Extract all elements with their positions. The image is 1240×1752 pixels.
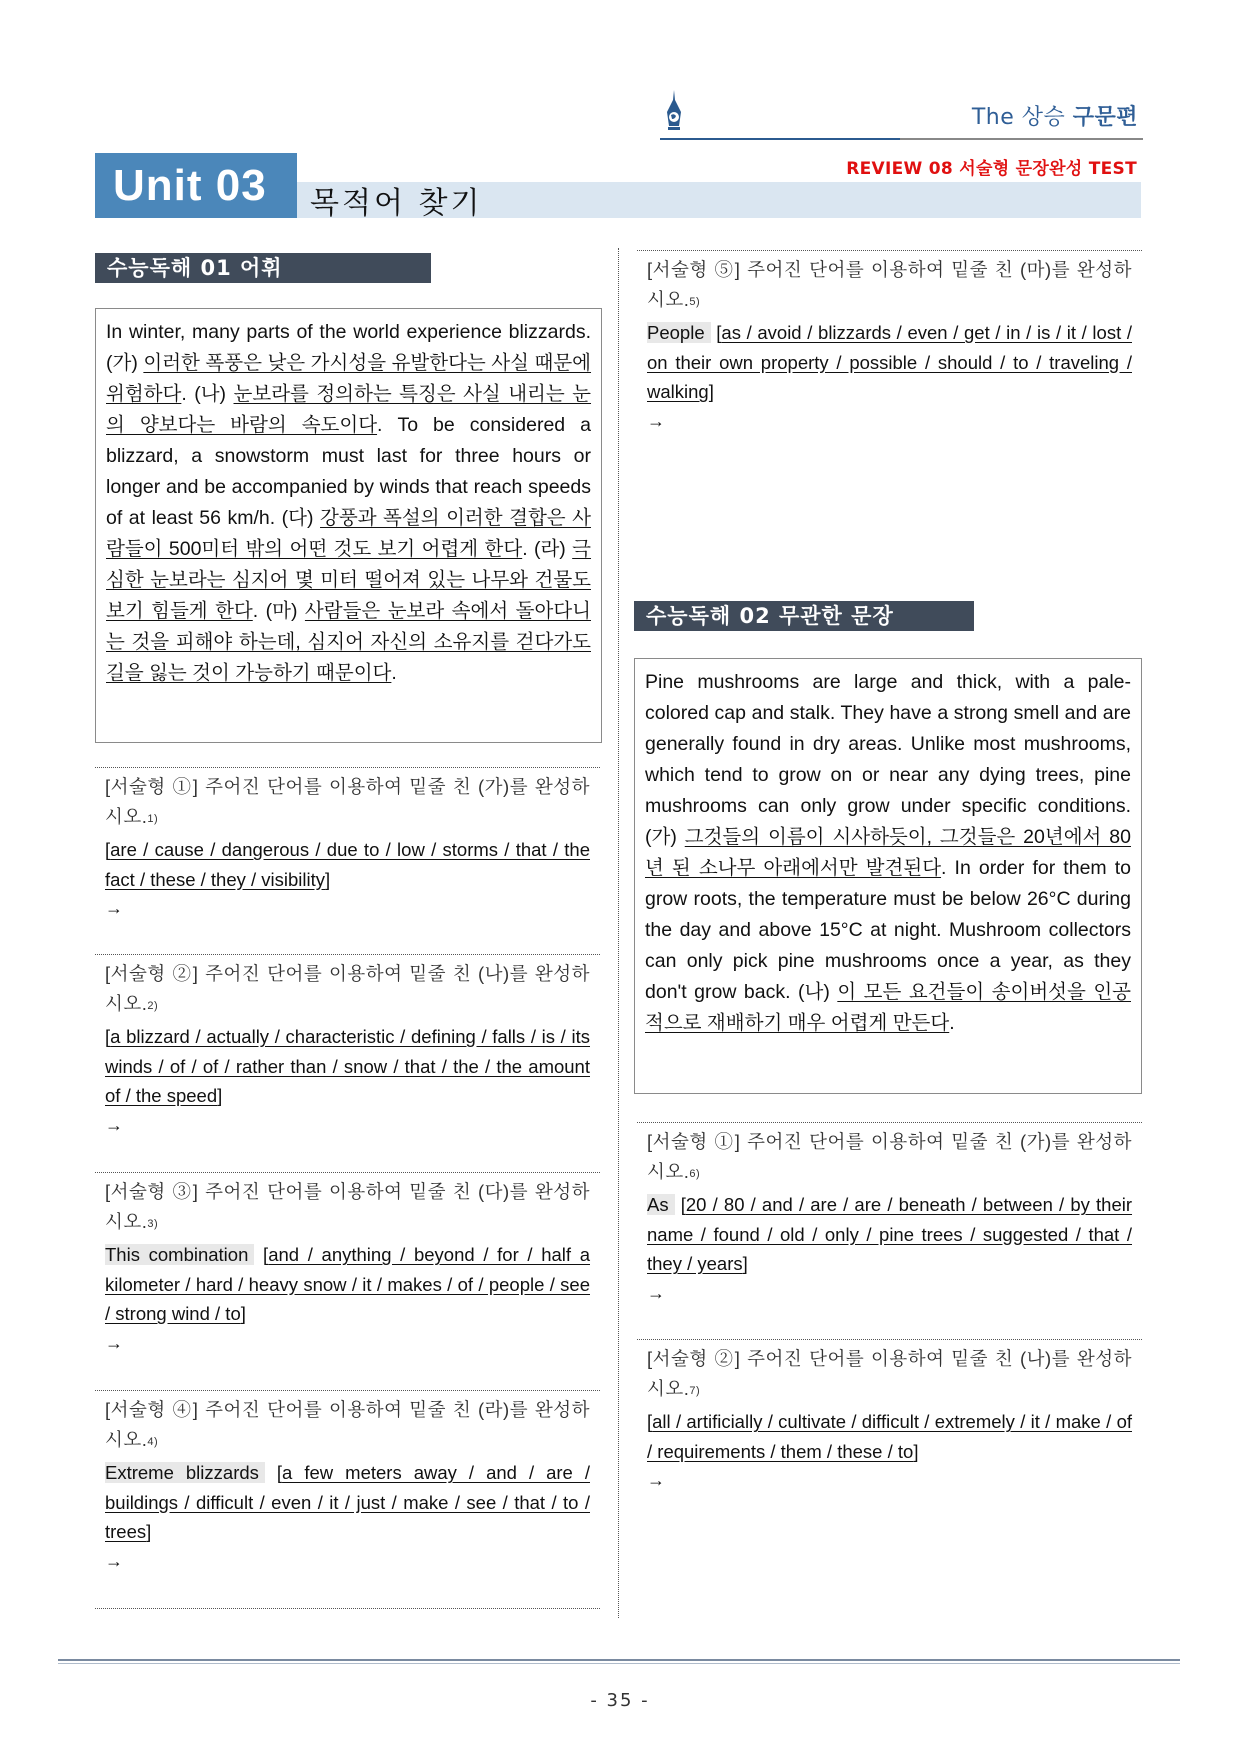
answer-arrow[interactable]: →	[105, 1550, 123, 1571]
word-bank: [are / cause / dangerous / due to / low / storms / that / the fact / these / they / visibility]	[105, 839, 590, 890]
word-bank: Extreme blizzards [a few meters away / and / are / buildings / difficult / even / it / just / make / see / that / to / trees]	[105, 1462, 590, 1542]
question-6	[637, 1122, 1142, 1308]
footnote-ref: 1)	[147, 812, 159, 825]
footnote-ref: 3)	[147, 1217, 159, 1230]
footnote-ref: 5)	[689, 295, 701, 308]
brand-prefix: The 상승	[971, 105, 1066, 130]
word-bank: As [20 / 80 / and / are / are / beneath / between / by their name / found / old / only / pine trees / suggested / that / they / years]	[647, 1194, 1133, 1274]
prompt-text: [서술형 ②] 주어진 단어를 이용하여 밑줄 친 (나)를 완성하시오.	[105, 963, 590, 1014]
passage-text: . (마)	[252, 600, 305, 622]
word-list: a few meters away / and / are / buildings / difficult / even / it / just / make / see / that / to / trees	[105, 1462, 590, 1542]
question-prompt	[647, 255, 1132, 318]
section-heading-1: 수능독해 01 어휘	[95, 253, 431, 283]
word-bank: [all / artificially / cultivate / difficult / extremely / it / make / of / requirements / them / these / to]	[647, 1411, 1132, 1462]
prompt-text: [서술형 ③] 주어진 단어를 이용하여 밑줄 친 (다)를 완성하시오.	[105, 1181, 590, 1232]
question-7	[637, 1339, 1142, 1496]
passage-text: .	[391, 662, 397, 684]
passage-text: Pine mushrooms are large and thick, with a pale-colored cap and stalk. They have a strong smell and are generally found in dry areas. Unlike most mushrooms, which tend to grow on or near any dying trees, pine mushrooms can only grow under specific conditions. (가)	[645, 671, 1131, 848]
underlined-ga: 이러한 폭풍은 낮은 가시성을 유발한다는 사실 때문에 위험하다	[106, 352, 592, 405]
word-list: as / avoid / blizzards / even / get / in / is / it / lost / on their own property / possible / should / to / traveling / walking	[647, 322, 1132, 402]
review-title: REVIEW 08 서술형 문장완성 TEST	[846, 159, 1137, 179]
sentence-lead: This combination	[105, 1244, 254, 1265]
answer-arrow[interactable]: →	[105, 898, 123, 918]
word-list: all / artificially / cultivate / difficult / extremely / it / make / of / requirements / them / these / to	[647, 1411, 1132, 1462]
sentence-lead: Extreme blizzards	[105, 1462, 265, 1483]
answer-arrow[interactable]: →	[105, 1114, 123, 1135]
question-prompt	[105, 1395, 590, 1458]
sentence-lead: People	[647, 322, 711, 343]
word-bank: [a blizzard / actually / characteristic / defining / falls / is / its winds / of / of / rather than / snow / that / the / the amount of / the speed]	[105, 1026, 590, 1106]
question-prompt	[105, 959, 590, 1022]
column-divider	[618, 248, 619, 1618]
answer-arrow[interactable]: →	[105, 1332, 123, 1353]
passage-pine-mushrooms	[634, 658, 1142, 1094]
question-4	[95, 1390, 600, 1576]
underlined-ma: 사람들은 눈보라 속에서 돌아다니는 것을 피해야 하는데, 심지어 자신의 소유지를 걷다가도 길을 잃는 것이 가능하기 때문이다	[106, 600, 591, 684]
footnote-ref: 7)	[689, 1384, 701, 1397]
book-brand	[972, 100, 1138, 131]
prompt-text: [서술형 ①] 주어진 단어를 이용하여 밑줄 친 (가)를 완성하시오.	[647, 1131, 1132, 1182]
answer-arrow[interactable]: →	[647, 1470, 665, 1490]
unit-title: 목적어 찾기	[310, 186, 483, 221]
header-rule-gray	[900, 138, 1143, 140]
underlined-na: 눈보라를 정의하는 특징은 사실 내리는 눈의 양보다는 바람의 속도이다	[106, 383, 592, 436]
answer-arrow[interactable]: →	[647, 410, 665, 431]
question-1	[95, 767, 600, 924]
brand-suffix: 구문편	[1072, 105, 1138, 130]
question-2	[95, 954, 600, 1140]
underlined-ra: 극심한 눈보라는 심지어 몇 미터 떨어져 있는 나무와 건물도 보기 힘들게 한다	[106, 538, 592, 622]
underlined-da: 강풍과 폭설의 이러한 결합은 사람들이 500미터 밖의 어떤 것도 보기 어렵게 한다	[106, 507, 591, 560]
passage-text: In winter, many parts of the world experience blizzards. (가)	[106, 321, 591, 374]
section-heading-2: 수능독해 02 무관한 문장	[634, 601, 974, 631]
sentence-lead: As	[647, 1194, 675, 1215]
footer-rule-thin	[58, 1663, 1180, 1664]
footer-rule	[58, 1659, 1180, 1661]
question-3	[95, 1172, 600, 1358]
header-rule-blue	[660, 138, 900, 140]
passage-text: . (나)	[181, 383, 234, 405]
prompt-text: [서술형 ④] 주어진 단어를 이용하여 밑줄 친 (라)를 완성하시오.	[105, 1399, 590, 1450]
question-5	[637, 250, 1142, 436]
question-prompt	[647, 1344, 1132, 1407]
question-prompt	[105, 1177, 590, 1240]
answer-arrow[interactable]: →	[647, 1282, 665, 1303]
word-list: are / cause / dangerous / due to / low / storms / that / the fact / these / they / visibility	[105, 839, 590, 890]
unit-label: Unit 03	[95, 153, 297, 218]
footnote-ref: 6)	[689, 1167, 701, 1180]
passage-text: . In order for them to grow roots, the temperature must be below 26°C during the day and above 15°C at night. Mushroom collectors can only pick pine mushrooms once a year, as they don't grow back. (나)	[645, 857, 1131, 1003]
question-prompt	[647, 1127, 1132, 1190]
footnote-ref: 2)	[147, 999, 159, 1012]
page-number: - 35 -	[590, 1690, 650, 1711]
word-bank: People [as / avoid / blizzards / even / get / in / is / it / lost / on their own property / possible / should / to / traveling / walking]	[647, 322, 1132, 402]
word-list: a blizzard / actually / characteristic / defining / falls / is / its winds / of / of / rather than / snow / that / the / the amount of / the speed	[105, 1026, 590, 1106]
fountain-pen-globe-icon	[663, 90, 685, 134]
footnote-ref: 4)	[147, 1435, 159, 1448]
prompt-text: [서술형 ①] 주어진 단어를 이용하여 밑줄 친 (가)를 완성하시오.	[105, 776, 590, 827]
underlined-na: 이 모든 요건들이 송이버섯을 인공적으로 재배하기 매우 어렵게 만든다	[645, 981, 1131, 1034]
word-list: 20 / 80 / and / are / are / beneath / between / by their name / found / old / only / pine trees / suggested / that / they / years	[647, 1194, 1133, 1274]
passage-blizzards	[95, 308, 602, 743]
word-bank: This combination [and / anything / beyond / for / half a kilometer / hard / heavy snow / it / makes / of / people / see / strong wind / to]	[105, 1244, 590, 1324]
prompt-text: [서술형 ②] 주어진 단어를 이용하여 밑줄 친 (나)를 완성하시오.	[647, 1348, 1132, 1399]
passage-text: . To be considered a blizzard, a snowstorm must last for three hours or longer and be accompanied by winds that reach speeds of at least 56 km/h. (다)	[106, 414, 591, 529]
prompt-text: [서술형 ⑤] 주어진 단어를 이용하여 밑줄 친 (마)를 완성하시오.	[647, 259, 1132, 310]
question-prompt	[105, 772, 590, 835]
word-list: and / anything / beyond / for / half a kilometer / hard / heavy snow / it / makes / of / people / see / strong wind / to	[105, 1244, 590, 1324]
underlined-ga: 그것들의 이름이 시사하듯이, 그것들은 20년에서 80년 된 소나무 아래에서만 발견된다	[645, 826, 1131, 879]
passage-text: .	[949, 1012, 955, 1034]
passage-text: . (라)	[522, 538, 573, 560]
bottom-divider	[95, 1608, 600, 1609]
